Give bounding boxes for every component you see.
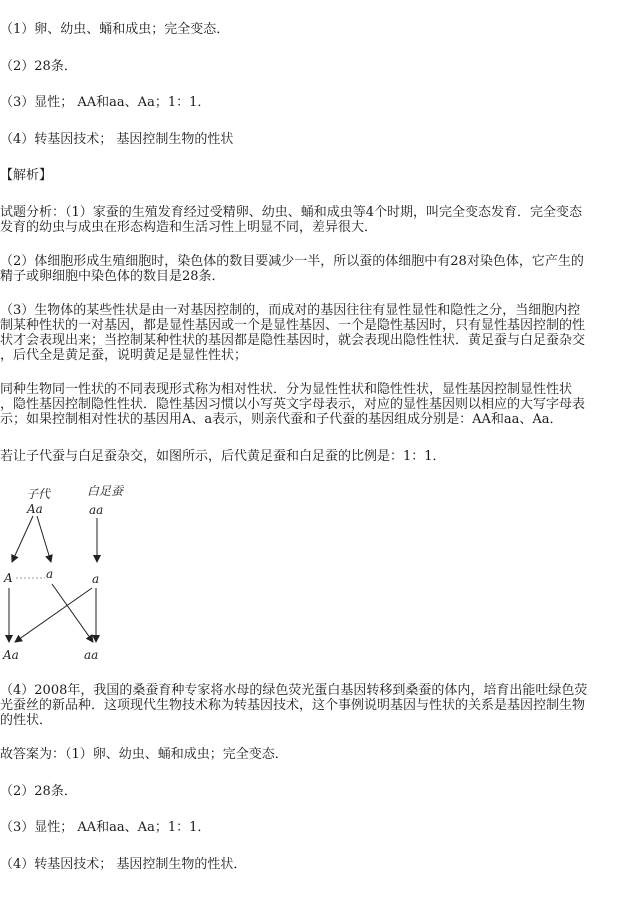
arrow-line (15, 588, 92, 642)
answer-3: （3）显性； AA和aa、Aa；1：1． (0, 95, 211, 110)
paragraph-2 (0, 254, 630, 284)
paragraph-4 (0, 683, 630, 728)
white-foot-label: 白足蚕 (87, 484, 124, 498)
paragraph-line: 的性状． (0, 713, 53, 728)
paragraph-line: 发育的幼虫与成虫在形态构造和生活习性上明显不同，差异很大． (0, 220, 378, 235)
gamete-a-offspring: a (46, 567, 54, 581)
offspring-genotype: Aa (27, 502, 43, 516)
arrow-line (52, 584, 93, 642)
gamete-A: A (4, 571, 13, 585)
answer-bottom-2: （2）28条． (0, 784, 77, 799)
gamete-a-white: a (92, 572, 100, 586)
arrow-line (12, 516, 33, 562)
result-aa: aa (84, 648, 99, 662)
paragraph-line: （2）体细胞形成生殖细胞时，染色体的数目要减少一半，所以蚕的体细胞中有28对染色体，它产生的 (0, 254, 584, 269)
paragraph-line: （4）2008年，我国的桑蚕育种专家将水母的绿色荧光蛋白基因转移到桑蚕的体内，培育出能吐绿色荧 (0, 683, 588, 698)
answer-bottom-3: （3）显性； AA和aa、Aa；1：1． (0, 820, 211, 835)
paragraph-relative-traits (0, 382, 630, 427)
paragraph-1 (0, 205, 630, 235)
offspring-label: 子代 (26, 487, 51, 501)
paragraph-line: 试题分析：（1）家蚕的生殖发育经过受精卵、幼虫、蛹和成虫等4个时期，叫完全变态发育．完全变态 (0, 205, 583, 220)
paragraph-line: （3）生物体的某些性状是由一对基因控制的，而成对的基因往往有显性显性和隐性之分，当细胞内控 (0, 303, 581, 318)
analysis-heading: 【解析】 (0, 168, 53, 183)
paragraph-line: ，隐性基因控制隐性性状．隐性基因习惯以小写英文字母表示，对应的显性基因则以相应的大写字母表 (0, 397, 586, 412)
genetic-cross-diagram (0, 478, 160, 663)
arrow-line (37, 516, 51, 562)
paragraph-line: 光蚕丝的新品种．这项现代生物技术称为转基因技术，这个事例说明基因与性状的关系是基因控制生物 (0, 698, 586, 713)
answer-intro: 故答案为：（1）卵、幼虫、蛹和成虫；完全变态． (0, 747, 288, 762)
paragraph-line: 示；如果控制相对性状的基因用A、a表示，则亲代蚕和子代蚕的基因组成分别是：AA和aa、Aa． (0, 412, 563, 427)
paragraph-line: 制某种性状的一对基因，都是显性基因或一个是显性基因、一个是隐性基因时，只有显性基因控制的性 (0, 318, 586, 333)
paragraph-3 (0, 303, 630, 363)
cross-sentence: 若让子代蚕与白足蚕杂交，如图所示，后代黄足蚕和白足蚕的比例是：1：1． (0, 449, 446, 464)
answer-1: （1）卵、幼虫、蛹和成虫；完全变态． (0, 22, 230, 37)
result-Aa: Aa (3, 648, 19, 662)
answer-4: （4）转基因技术； 基因控制生物的性状 (0, 132, 234, 147)
paragraph-line: 精子或卵细胞中染色体的数目是28条． (0, 269, 225, 284)
paragraph-line: 状才会表现出来；当控制某种性状的基因都是隐性基因时，就会表现出隐性性状．黄足蚕与白足蚕杂交 (0, 333, 586, 348)
white-foot-genotype: aa (89, 503, 104, 517)
paragraph-line: 同种生物同一性状的不同表现形式称为相对性状．分为显性性状和隐性性状，显性基因控制显性性状 (0, 382, 573, 397)
answer-2: （2）28条． (0, 59, 77, 74)
answer-bottom-4: （4）转基因技术； 基因控制生物的性状． (0, 857, 247, 872)
paragraph-line: ，后代全是黄足蚕，说明黄足是显性性状； (0, 348, 248, 363)
